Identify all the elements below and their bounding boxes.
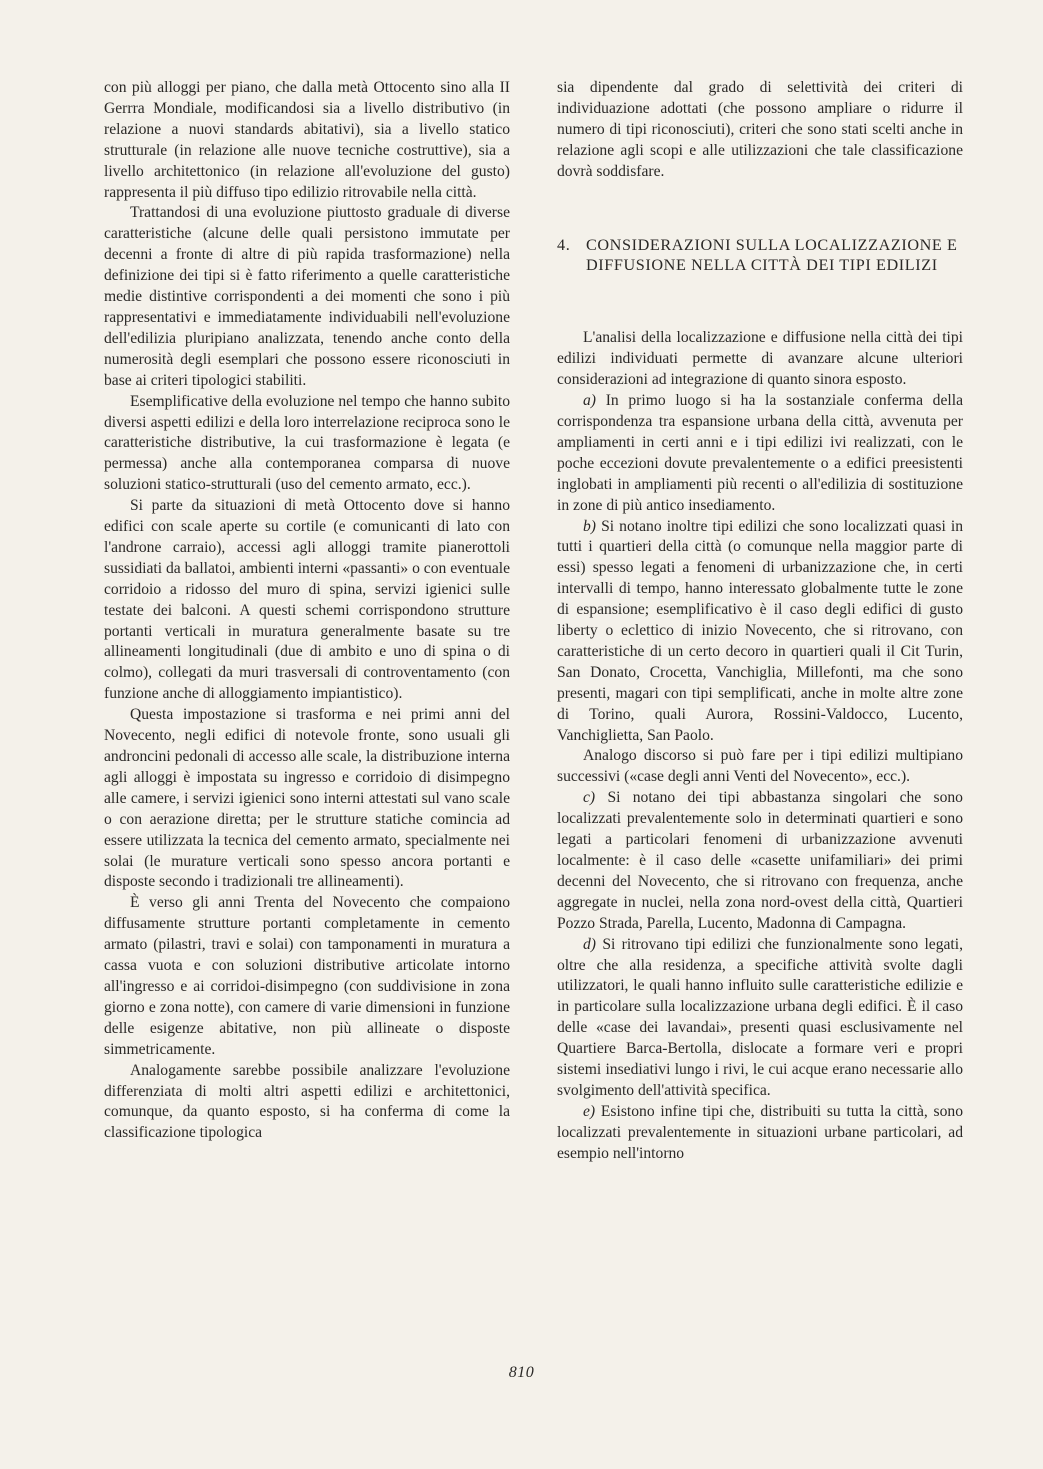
- paragraph-item-c: [557, 788, 963, 934]
- paragraph-item-a: [557, 391, 963, 516]
- paragraph: È verso gli anni Trenta del Novecento che compaiono diffusamente strutture portanti completamente in cemento armato (pilastri, travi e solai) con tamponamenti in muratura a cassa vuota e con soluzioni distributive articolate intorno all'ingresso e ai corridoi-disimpegno (con suddivisione in zona giorno e zona notte), con camere di varie dimensioni in funzione delle esigenze abitative, non più allineate o disposte simmetricamente.: [104, 894, 510, 1058]
- paragraph: [557, 328, 963, 391]
- section-heading: [557, 235, 963, 277]
- paragraph-text: Analogo discorso si può fare per i tipi edilizi multipiano successivi («case degli anni Venti del Novecento», ecc.).: [557, 747, 963, 786]
- item-label: b): [583, 517, 596, 535]
- paragraph: Trattandosi di una evoluzione piuttosto graduale di diverse caratteristiche (alcune delle quali persistono immutate per decenni a fronte di altre di più rapida trasformazione) nella definizione dei tipi si è fatto riferimento a quelle caratteristiche medie distintive corrispondenti a dei momenti che sono i più rappresentativi e immediatamente individuabili nell'evoluzione dell'edilizia pluripiano analizzata, tenendo anche conto della numerosità degli esemplari che possono essere riconosciuti in base ai criteri tipologici stabiliti.: [104, 204, 510, 389]
- paragraph: Questa impostazione si trasforma e nei primi anni del Novecento, negli edifici di notevole fronte, sono usuali gli androncini pedonali di accesso alle scale, la distribuzione interna agli alloggi è impostata su ingresso e corridoio di disimpegno alle camere, i servizi igienici sono interni attestati sul vano scale o con aerazione diretta; per le strutture statiche comincia ad essere utilizzata la tecnica del cemento armato, specialmente nei solai (le murature verticali sono spesso ancora portanti e disposte secondo i tradizionali tre allineamenti).: [104, 706, 510, 891]
- paragraph: Si parte da situazioni di metà Ottocento dove si hanno edifici con scale aperte su cortile (e comunicanti di lato con l'androne carraio), accessi agli alloggi tramite pianerottoli sussidiati da ballatoi, ambienti interni «passanti» o con eventuale corridoio a ridosso del muro di spina, servizi igienici sulle testate dei balconi. A questi schemi corrispondono strutture portanti verticali in muratura generalmente basate su tre allineamenti longitudinali (due di ambito e uno di spina o di colmo), collegati da muri trasversali di controventamento (con funzione anche di alloggiamento impiantistico).: [104, 497, 510, 703]
- paragraph-item-d: [557, 935, 963, 1102]
- paragraph: Analogamente sarebbe possibile analizzare l'evoluzione differenziata di molti altri aspetti edilizi e architettonici, comunque, da quanto esposto, si ha conferma di come la classificazione tipologica: [104, 1061, 510, 1142]
- item-label: d): [583, 935, 596, 953]
- paragraph: Esemplificative della evoluzione nel tempo che hanno subito diversi aspetti edilizi e della loro interrelazione reciproca sono le caratteristiche distributive, la cui trasformazione è legata (e permessa) anche alla contemporanea comparsa di nuove soluzioni statico-strutturali (uso del cemento armato, ecc.).: [104, 392, 510, 494]
- paragraph-item-e: [557, 1102, 963, 1165]
- paragraph-text: L'analisi della localizzazione e diffusione nella città dei tipi edilizi individuati permette di avanzare alcune ulteriori considerazioni ad integrazione di quanto sinora esposto.: [557, 329, 963, 389]
- paragraph: sia dipendente dal grado di selettività dei criteri di individuazione adottati (che possono ampliare o ridurre il numero di tipi riconosciuti), criteri che sono stati scelti anche in relazione agli scopi e alle utilizzazioni che tale classificazione dovrà soddisfare.: [557, 79, 963, 180]
- paragraph-text: Si notano inoltre tipi edilizi che sono localizzati quasi in tutti i quartieri della città (o comunque nella maggior parte di essi) spesso legati a fenomeni di urbanizzazione che, in certi intervalli di tempo, hanno interessato globalmente tutte le zone di espansione; esemplificativo è il caso degli edifici di gusto liberty o eclettico di inizio Novecento, che si ritrovano, con caratteristiche di un certo decoro in quartieri quali il Cit Turin, San Donato, Crocetta, Vanchiglia, Millefonti, ma che sono presenti, magari con tipi semplificati, anche in molte altre zone di Torino, quali Aurora, Rossini-Valdocco, Lucento, Vanchiglietta, San Paolo.: [557, 517, 963, 744]
- paragraph-item-b: [557, 517, 963, 747]
- paragraph: con più alloggi per piano, che dalla metà Ottocento sino alla II Gerrra Mondiale, modificandosi sia a livello distributivo (in relazione a nuovi standards abitativi), sia a livello statico strutturale (in relazione alle nuove tecniche costruttive), sia a livello architettonico (in relazione all'evoluzione del gusto) rappresenta il più diffuso tipo edilizio ritrovabile nella città.: [104, 79, 510, 201]
- section-number: 4.: [557, 235, 571, 254]
- item-label: e): [583, 1102, 596, 1120]
- paragraph: [557, 746, 963, 788]
- item-label: c): [583, 789, 596, 807]
- paragraph-text: In primo luogo si ha la sostanziale conferma della corrispondenza tra espansione urbana della città, avvenuta per ampliamenti in certi anni e i tipi edilizi ivi realizzati, con le poche eccezioni dovute prevalentemente o a edifici preesistenti inglobati in ampliamenti più recenti o all'edilizia di sostituzione in zone di più antico insediamento.: [557, 392, 963, 514]
- page-number: 810: [508, 1364, 535, 1381]
- item-label: a): [583, 392, 596, 410]
- paragraph-text: Si notano dei tipi abbastanza singolari che sono localizzati prevalentemente solo in determinati quartieri e sono legati a particolari fenomeni di urbanizzazione avvenuti localmente: è il caso delle «casette unifamiliari» dei primi decenni del Novecento, che si ritrovano con frequenza, anche aggregate in nuclei, nella zona nord-ovest della città, Quartieri Pozzo Strada, Parella, Lucento, Madonna di Campagna.: [557, 789, 963, 932]
- paragraph-text: Esistono infine tipi che, distribuiti su tutta la città, sono localizzati prevalentemente in situazioni urbane particolari, ad esempio nell'intorno: [557, 1102, 963, 1162]
- left-column: [104, 78, 510, 1144]
- paragraph-text: Si ritrovano tipi edilizi che funzionalmente sono legati, oltre che alla residenza, a specifiche attività svolte dagli utilizzatori, le quali hanno influito sulle caratteristiche edilizie e in particolare sulla localizzazione urbana degli edifici. È il caso delle «case dei lavandai», presenti quasi esclusivamente nel Quartiere Barca-Bertolla, dislocate a formare veri e propri sistemi insediativi lungo i rivi, le cui acque erano necessarie allo svolgimento dell'attività specifica.: [557, 935, 963, 1099]
- section-title: CONSIDERAZIONI SULLA LOCALIZZAZIONE E DIFFUSIONE NELLA CITTÀ DEI TIPI EDILIZI: [586, 235, 958, 275]
- right-column: [557, 78, 963, 1165]
